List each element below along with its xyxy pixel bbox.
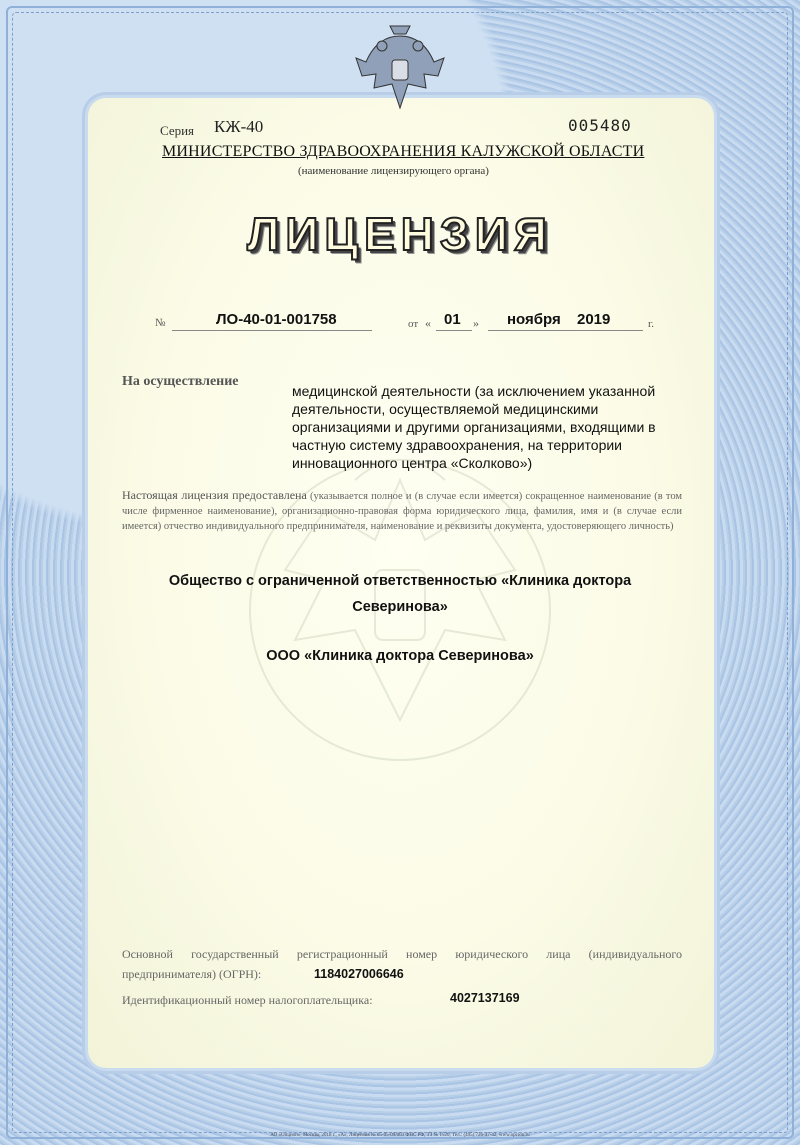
license-number: ЛО-40-01-001758	[216, 311, 337, 328]
license-day: 01	[444, 311, 461, 328]
ogrn-value: 1184027006646	[314, 967, 404, 981]
date-quote-close: »	[473, 316, 479, 330]
date-quote-open: «	[425, 316, 431, 330]
inn-label: Идентификационный номер налогоплательщика:	[122, 993, 373, 1007]
printer-footer: АО «Опцион», Москва, 2018 г., «А», Лицензия № 05-05-09/003 ФНС РФ, ТЗ № 1520, Тел.: (495) 726-47-42, www.opcion.ru	[270, 1133, 530, 1138]
month-underline	[488, 330, 643, 331]
license-year: 2019	[577, 311, 611, 328]
day-underline	[436, 330, 472, 331]
organization-short-name: ООО «Клиника доктора Северинова»	[266, 648, 534, 664]
issuing-authority: МИНИСТЕРСТВО ЗДРАВООХРАНЕНИЯ КАЛУЖСКОЙ ОБЛАСТИ	[162, 143, 645, 160]
year-suffix: г.	[648, 318, 655, 330]
license-month: ноября	[507, 311, 561, 328]
granted-note: (указывается полное и (в случае если имеется) сокращенное наименование (в том числе фирменное наименование), организационно-правовая форма юридического лица, фамилия, имя и (в случае если имеется) отчество индивидуального предпринимателя, наименование и реквизиты документа, удостоверяющего личность)	[122, 491, 683, 532]
series-value: КЖ-40	[214, 117, 264, 136]
date-from-label: от	[408, 318, 419, 330]
inn-value: 4027137169	[450, 991, 520, 1005]
coat-of-arms-emblem-icon	[352, 18, 448, 114]
number-label: №	[155, 317, 166, 329]
activity-description	[122, 382, 682, 472]
activity-text: медицинской деятельности (за исключением указанной деятельности, осуществляемой медицинскими организациями и другими организациями, входящими в частную систему здравоохранения, на территории инновационного центра «Сколково»)	[292, 383, 656, 471]
granted-to-section	[122, 488, 682, 534]
ogrn-label: Основной государственный регистрационный номер юридического лица (индивидуального предпринимателя) (ОГРН):	[122, 947, 682, 981]
blank-number: 005480	[568, 116, 632, 135]
organization-full-name: Общество с ограниченной ответственностью «Клиника доктора Северинова»	[168, 573, 632, 615]
number-underline	[172, 330, 372, 331]
granted-lead: Настоящая лицензия предоставлена	[122, 488, 307, 502]
issuing-authority-caption: (наименование лицензирующего органа)	[298, 165, 489, 177]
series-label: Серия	[160, 123, 195, 138]
document-title: ЛИЦЕНЗИЯ	[247, 208, 553, 260]
activity-label: На осуществление	[122, 374, 239, 389]
